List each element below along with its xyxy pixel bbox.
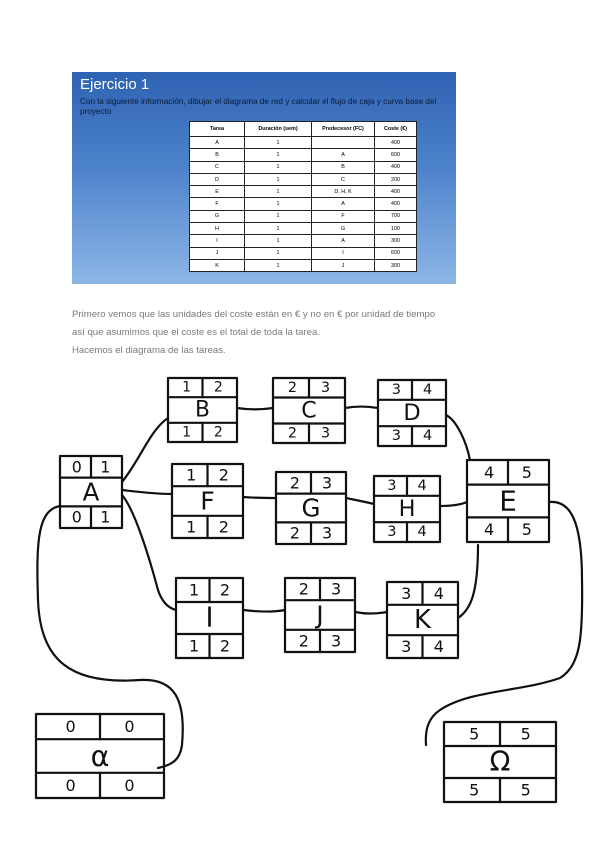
late-finish: 3	[322, 523, 333, 543]
table-cell: F	[190, 198, 245, 210]
column-header: Duración (sem)	[245, 122, 312, 137]
node-label: E	[499, 484, 517, 518]
table-cell: C	[312, 173, 375, 185]
network-node	[378, 380, 446, 446]
table-cell: 1	[245, 223, 312, 235]
table-cell: 100	[375, 223, 417, 235]
network-node	[467, 460, 549, 542]
late-finish: 2	[218, 517, 229, 537]
table-cell: I	[312, 247, 375, 259]
late-start: 2	[298, 631, 309, 651]
network-node	[172, 464, 243, 538]
late-finish: 3	[331, 631, 342, 651]
table-cell: K	[190, 259, 245, 271]
late-start: 1	[182, 424, 192, 441]
node-label: G	[301, 493, 321, 523]
late-finish: 4	[433, 637, 444, 657]
early-start: 4	[484, 462, 495, 482]
exercise-title: Ejercicio 1	[80, 76, 150, 93]
late-start: 5	[469, 780, 480, 800]
network-node	[444, 722, 556, 802]
late-start: 2	[287, 425, 297, 442]
early-start: 3	[387, 477, 397, 494]
early-start: 2	[289, 473, 300, 493]
early-start: 1	[186, 465, 197, 485]
exercise-description: Con la siguiente información, dibujar el diagrama de red y calcular el flujo de caja y curva base del proyecto	[80, 97, 437, 116]
table-cell: 1	[245, 198, 312, 210]
early-finish: 4	[423, 381, 433, 398]
early-finish: 4	[433, 583, 444, 603]
table-cell: J	[190, 247, 245, 259]
early-start: 3	[391, 381, 401, 398]
node-label: C	[301, 397, 317, 424]
early-finish: 3	[322, 473, 333, 493]
network-node	[276, 472, 346, 544]
network-node	[387, 582, 458, 658]
early-start: 0	[71, 457, 82, 477]
early-start: 3	[401, 583, 412, 603]
table-cell: 1	[245, 161, 312, 173]
node-label: B	[195, 397, 210, 423]
late-finish: 2	[213, 424, 223, 441]
late-finish: 3	[321, 425, 331, 442]
table-cell: A	[312, 198, 375, 210]
late-start: 4	[484, 520, 495, 540]
early-finish: 2	[219, 580, 231, 600]
early-finish: 5	[521, 462, 532, 482]
early-finish: 2	[218, 465, 229, 485]
table-cell: 1	[245, 247, 312, 259]
table-cell: D	[190, 173, 245, 185]
table-cell: A	[190, 137, 245, 149]
table-cell: A	[312, 235, 375, 247]
late-start: 1	[186, 517, 197, 537]
late-finish: 4	[423, 428, 433, 445]
late-finish: 0	[124, 775, 135, 795]
network-node	[36, 714, 164, 798]
early-finish: 3	[321, 379, 331, 396]
table-cell: G	[190, 210, 245, 222]
late-start: 0	[71, 507, 82, 527]
late-start: 3	[401, 637, 412, 657]
column-header: Predecesor (FC)	[312, 122, 375, 137]
note-line: Primero vemos que las unidades del coste están en € y no en € por unidad de tiempo	[72, 309, 436, 320]
node-label: D	[403, 400, 421, 426]
table-cell: 400	[375, 186, 417, 198]
early-finish: 0	[124, 717, 135, 737]
table-cell: 300	[375, 235, 417, 247]
network-node	[273, 378, 345, 443]
early-finish: 2	[213, 379, 223, 396]
late-start: 2	[289, 523, 300, 543]
early-start: 1	[182, 379, 192, 396]
table-cell: J	[312, 259, 375, 271]
node-label: J	[316, 600, 324, 630]
table-cell: G	[312, 223, 375, 235]
table-cell: 1	[245, 259, 312, 271]
table-cell: A	[312, 149, 375, 161]
late-finish: 5	[520, 780, 531, 800]
early-start: 2	[298, 579, 309, 599]
early-finish: 5	[520, 724, 531, 744]
late-finish: 5	[521, 520, 532, 540]
late-start: 1	[188, 636, 200, 656]
table-cell: 1	[245, 173, 312, 185]
column-header: Coste (€)	[375, 122, 417, 137]
node-label: I	[205, 602, 214, 634]
table-cell: 300	[375, 259, 417, 271]
table-cell: I	[190, 235, 245, 247]
table-cell: E	[190, 186, 245, 198]
early-start: 5	[469, 724, 480, 744]
table-cell: F	[312, 210, 375, 222]
early-finish: 1	[100, 457, 111, 477]
table-cell: H	[190, 223, 245, 235]
table-cell: B	[312, 161, 375, 173]
table-cell: 1	[245, 186, 312, 198]
table-cell: B	[190, 149, 245, 161]
note-line: así que asumimos que el coste es el total de toda la tarea.	[72, 327, 320, 338]
node-label: Ω	[489, 746, 511, 778]
node-label: F	[200, 486, 215, 516]
table-cell: 600	[375, 247, 417, 259]
table-cell: 1	[245, 137, 312, 149]
network-node	[168, 378, 237, 442]
late-finish: 2	[219, 636, 231, 656]
network-node	[285, 578, 355, 652]
table-cell: 400	[375, 198, 417, 210]
early-finish: 4	[417, 477, 427, 494]
table-cell: 400	[375, 137, 417, 149]
network-node	[60, 456, 122, 528]
early-start: 0	[65, 717, 76, 737]
late-start: 3	[391, 428, 401, 445]
late-finish: 4	[417, 524, 427, 541]
node-label: A	[82, 477, 100, 507]
early-start: 1	[188, 580, 200, 600]
table-cell: C	[190, 161, 245, 173]
table-cell: 1	[245, 149, 312, 161]
table-cell: 1	[245, 235, 312, 247]
early-finish: 3	[331, 579, 342, 599]
late-start: 3	[387, 524, 397, 541]
node-label: α	[90, 739, 110, 773]
table-cell: 1	[245, 210, 312, 222]
late-finish: 1	[100, 507, 111, 527]
network-node	[176, 578, 243, 658]
table-cell: 400	[375, 161, 417, 173]
late-start: 0	[65, 775, 76, 795]
early-start: 2	[287, 379, 297, 396]
column-header: Tarea	[190, 122, 245, 137]
table-cell: 200	[375, 173, 417, 185]
table-cell: 700	[375, 210, 417, 222]
node-label: K	[414, 605, 431, 635]
table-cell: D, H, K	[312, 186, 375, 198]
network-node	[374, 476, 440, 542]
note-line: Hacemos el diagrama de las tareas.	[72, 345, 226, 356]
table-cell: 600	[375, 149, 417, 161]
node-label: H	[398, 496, 416, 522]
